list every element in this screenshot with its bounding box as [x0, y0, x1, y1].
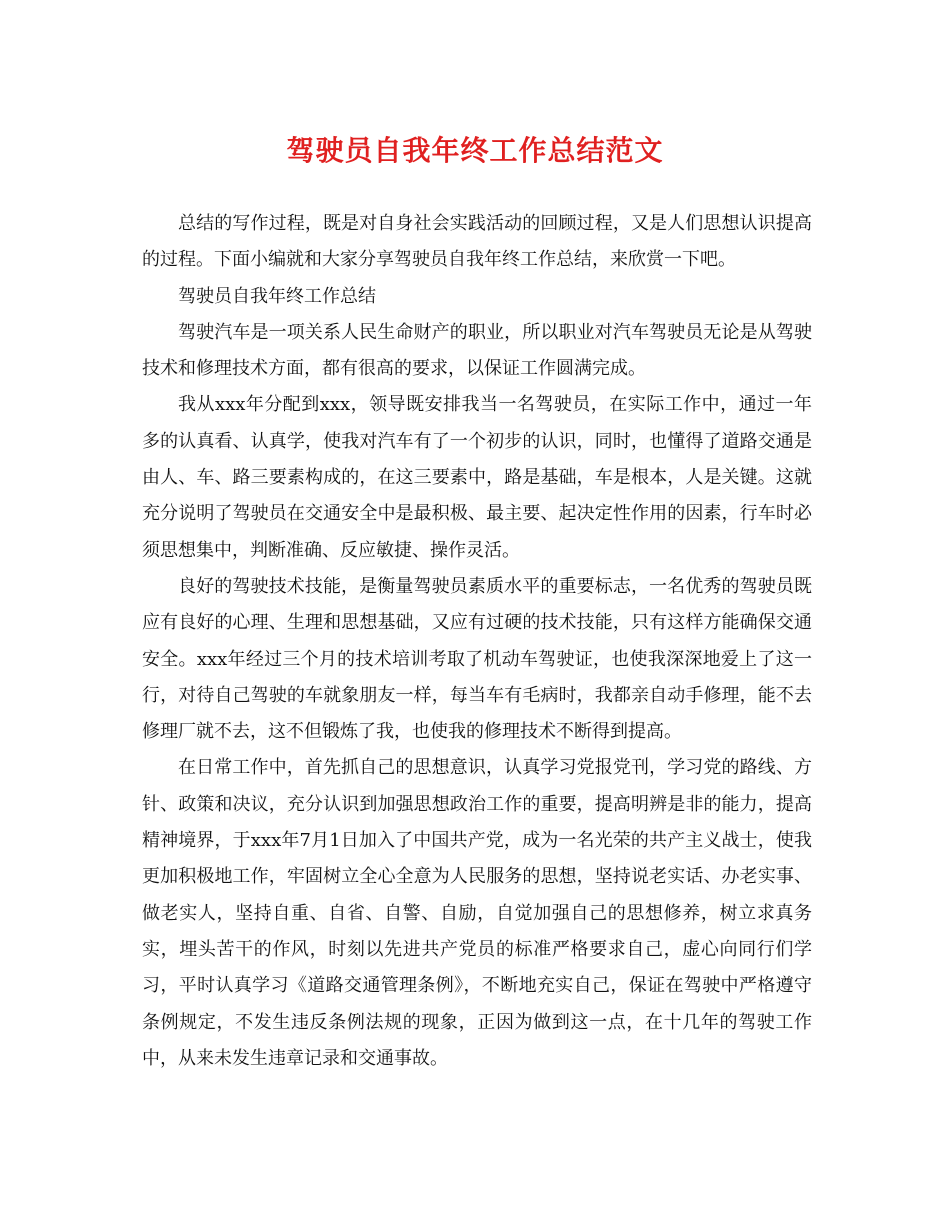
- body-paragraph: 在日常工作中，首先抓自己的思想意识，认真学习党报党刊，学习党的路线、方针、政策和决议，充分认识到加强思想政治工作的重要，提高明辨是非的能力，提高精神境界，于xxx年7月1日加入了中国共产党，成为一名光荣的共产主义战士，使我更加积极地工作，牢固树立全心全意为人民服务的思想，坚持说老实话、办老实事、做老实人，坚持自重、自省、自警、自励，自觉加强自己的思想修养，树立求真务实，埋头苦干的作风，时刻以先进共产党员的标准严格要求自己，虚心向同行们学习，平时认真学习《道路交通管理条例》，不断地充实自己，保证在驾驶中严格遵守条例规定，不发生违反条例法规的现象，正因为做到这一点，在十几年的驾驶工作中，从来未发生违章记录和交通事故。: [142, 757, 812, 1069]
- body-paragraph: 良好的驾驶技术技能，是衡量驾驶员素质水平的重要标志，一名优秀的驾驶员既应有良好的心理、生理和思想基础，又应有过硬的技术技能，只有这样方能确保交通安全。xxx年经过三个月的技术培训考取了机动车驾驶证，也使我深深地爱上了这一行，对待自己驾驶的车就象朋友一样，每当车有毛病时，我都亲自动手修理，能不去修理厂就不去，这不但锻炼了我，也使我的修理技术不断得到提高。: [142, 575, 812, 743]
- document-title: 驾驶员自我年终工作总结范文: [286, 134, 664, 167]
- document-body: [142, 206, 812, 1077]
- section-heading: 驾驶员自我年终工作总结: [178, 285, 376, 307]
- body-paragraph: 驾驶汽车是一项关系人民生命财产的职业，所以职业对汽车驾驶员无论是从驾驶技术和修理技术方面，都有很高的要求，以保证工作圆满完成。: [142, 321, 812, 380]
- intro-paragraph: 总结的写作过程，既是对自身社会实践活动的回顾过程，又是人们思想认识提高的过程。下面小编就和大家分享驾驶员自我年终工作总结，来欣赏一下吧。: [142, 213, 812, 271]
- body-paragraph: 我从xxx年分配到xxx，领导既安排我当一名驾驶员，在实际工作中，通过一年多的认真看、认真学，使我对汽车有了一个初步的认识，同时，也懂得了道路交通是由人、车、路三要素构成的，在这三要素中，路是基础，车是根本，人是关键。这就充分说明了驾驶员在交通安全中是最积极、最主要、起决定性作用的因素，行车时必须思想集中，判断准确、反应敏捷、操作灵活。: [142, 394, 812, 561]
